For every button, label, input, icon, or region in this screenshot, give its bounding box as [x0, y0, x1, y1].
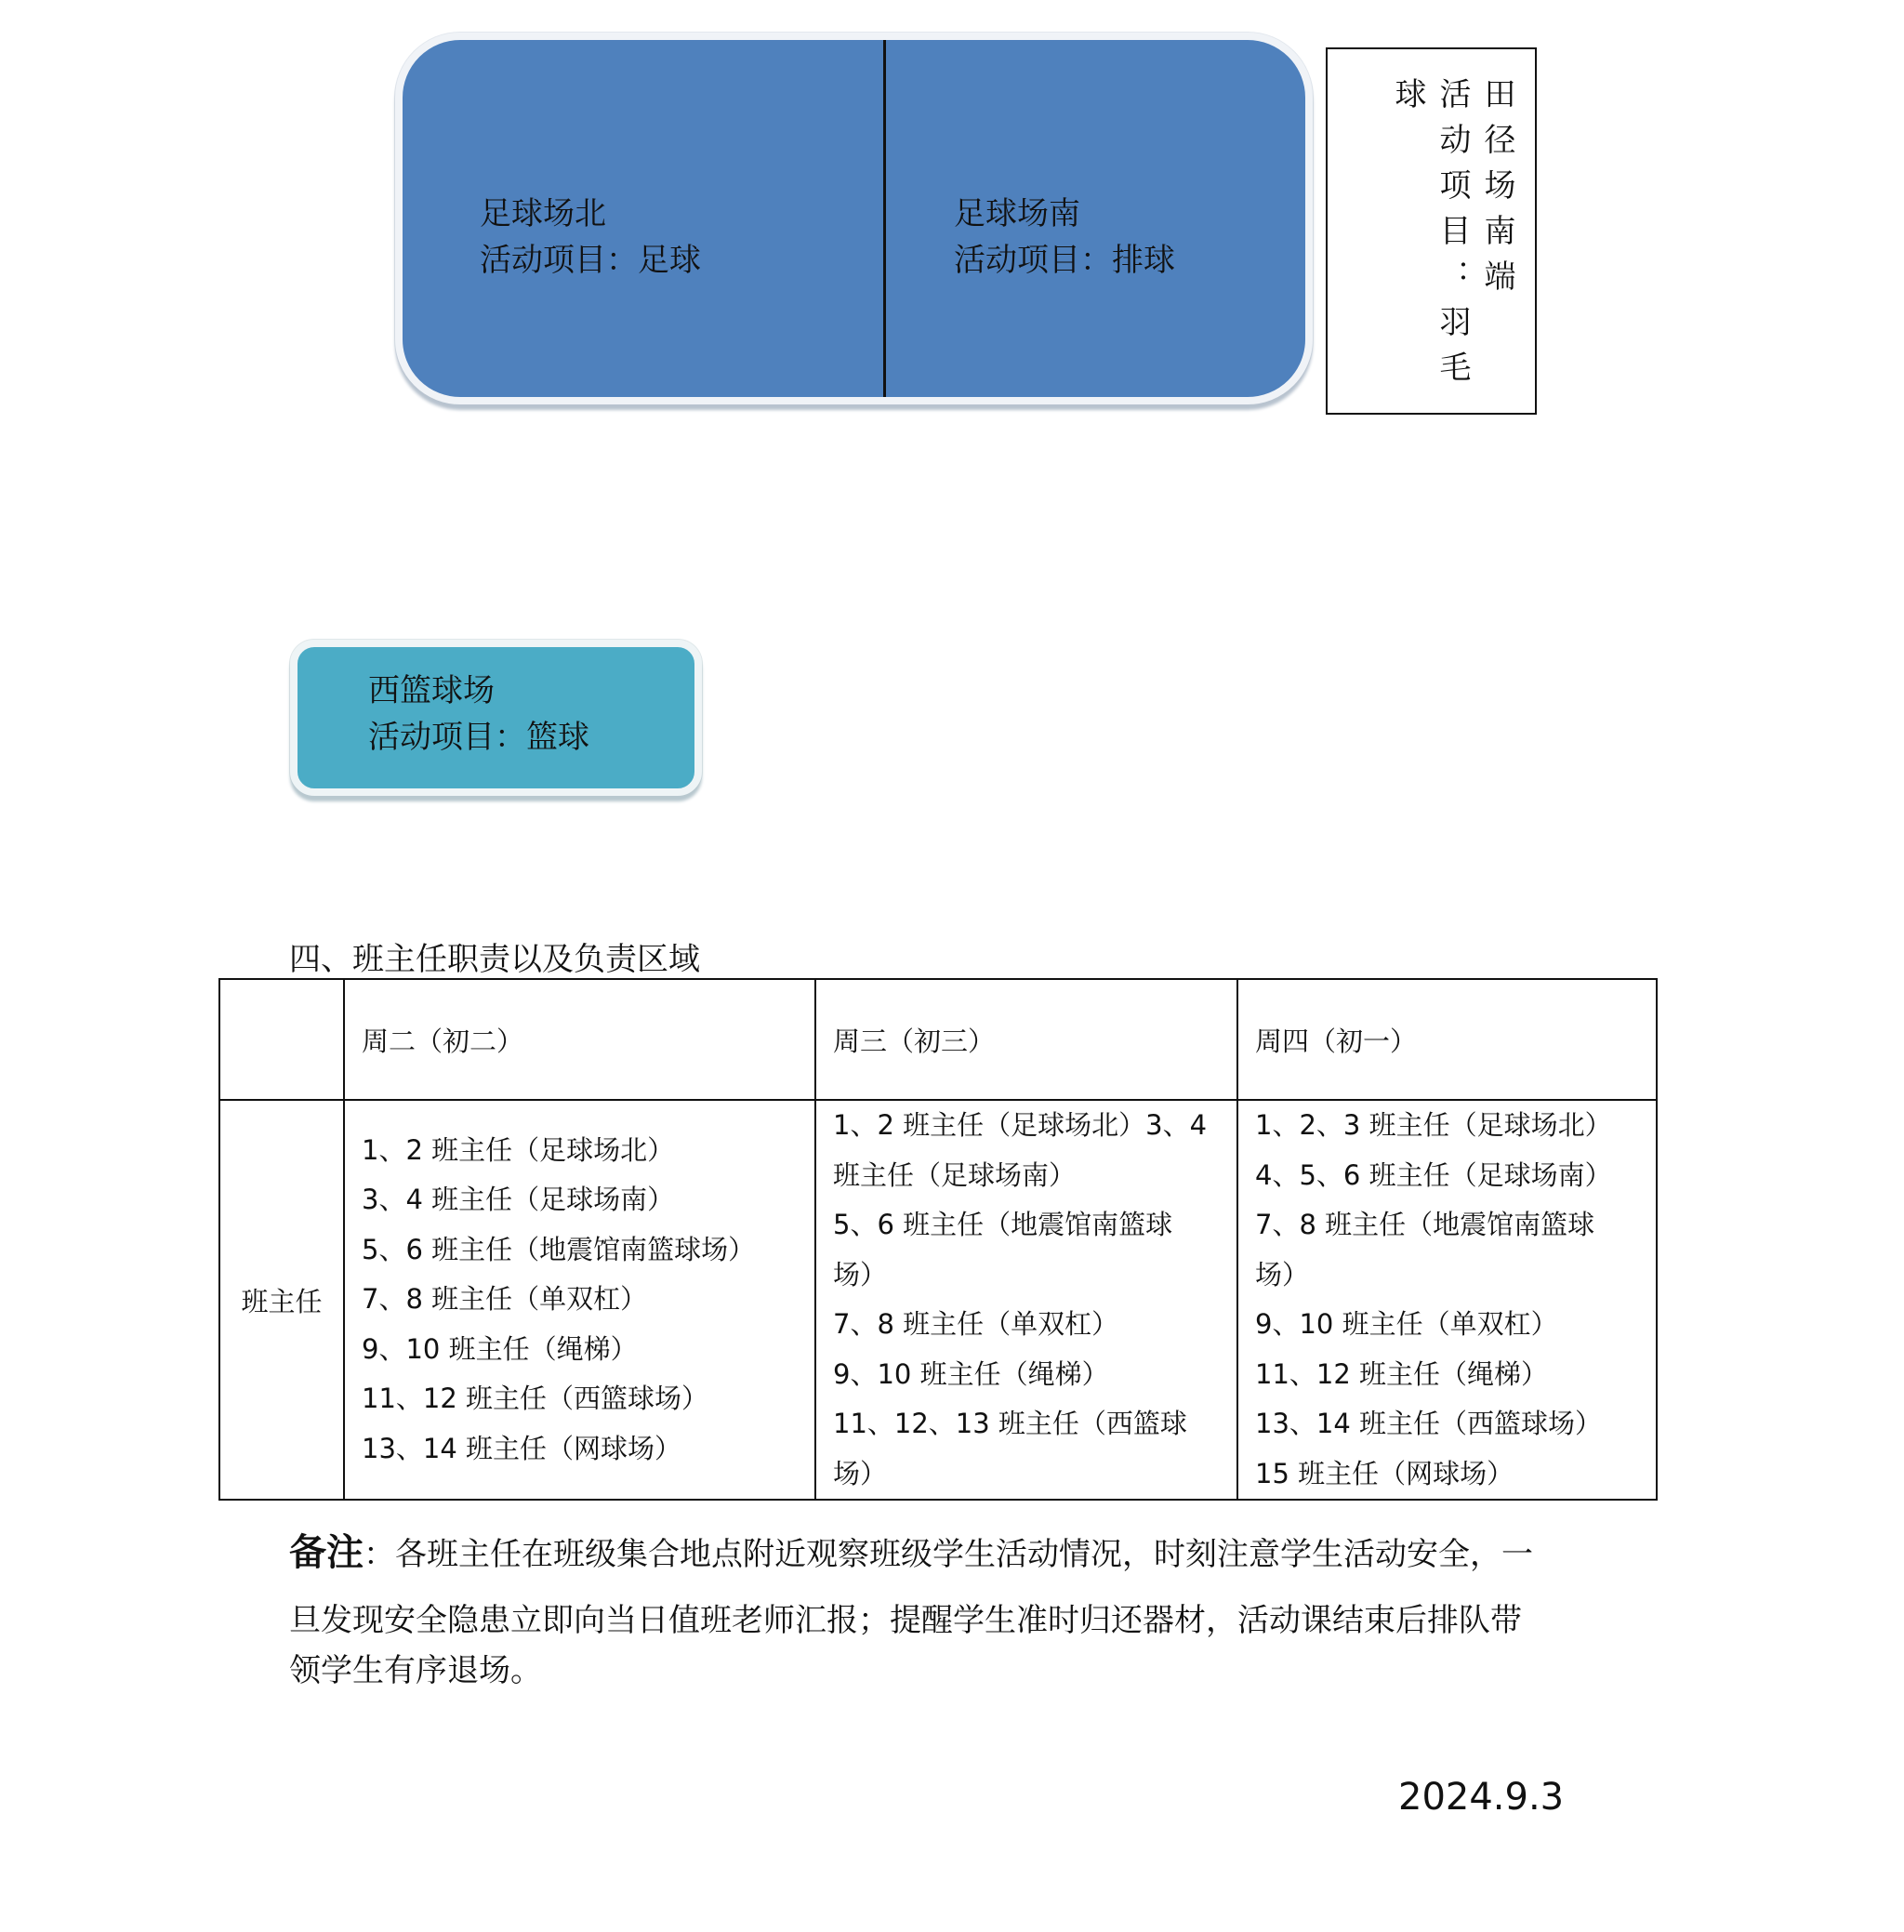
field-north-name: 足球场北 [480, 195, 606, 232]
cell-line: 4、5、6 班主任（足球场南） [1255, 1158, 1612, 1191]
track-south-col-2: 活动项目：羽毛 [1434, 77, 1471, 396]
section-heading: 四、班主任职责以及负责区域 [289, 941, 700, 978]
field-north-label [480, 191, 701, 284]
cell-line: 7、8 班主任（单双杠） [362, 1283, 648, 1316]
table-cell-wednesday [815, 1100, 1237, 1500]
cell-line: 7、8 班主任（地震馆南篮球 [1255, 1209, 1595, 1240]
field-south-activity: 活动项目：排球 [954, 242, 1175, 279]
west-basketball-court-shape [290, 640, 702, 796]
table-cell-thursday [1237, 1100, 1657, 1500]
document-date: 2024.9.3 [1398, 1776, 1565, 1819]
cell-line: 11、12、13 班主任（西篮球 [833, 1408, 1187, 1439]
note-text-1: ：各班主任在班级集合地点附近观察班级学生活动情况，时刻注意学生活动安全，一 [364, 1536, 1533, 1573]
table-cell-tuesday [344, 1100, 815, 1500]
cell-line: 15 班主任（网球场） [1255, 1457, 1514, 1489]
cell-line: 5、6 班主任（地震馆南篮球 [833, 1209, 1173, 1240]
duty-table [218, 978, 1658, 1501]
table-header-cell: 周四（初一） [1237, 979, 1657, 1100]
note-line-2: 旦发现安全隐患立即向当日值班老师汇报；提醒学生准时归还器材，活动课结束后排队带 [289, 1602, 1522, 1639]
cell-line: 班主任（足球场南） [833, 1158, 1077, 1191]
track-south-col-3: 球 [1389, 77, 1426, 123]
field-south-label [954, 191, 1175, 284]
cell-line: 9、10 班主任（绳梯） [362, 1332, 638, 1365]
field-south-name: 足球场南 [954, 195, 1080, 232]
court-west-name: 西篮球场 [368, 672, 495, 709]
note-rest [289, 1595, 1628, 1696]
cell-line: 场） [1255, 1258, 1310, 1290]
cell-line: 13、14 班主任（西篮球场） [1255, 1408, 1603, 1439]
note-line-1 [289, 1525, 1628, 1582]
cell-line: 场） [833, 1457, 888, 1489]
court-west-label [368, 668, 589, 761]
cell-line: 1、2 班主任（足球场北）3、4 [833, 1109, 1208, 1141]
row-label: 班主任 [219, 1100, 344, 1500]
cell-line: 3、4 班主任（足球场南） [362, 1184, 675, 1216]
football-field-shape [395, 33, 1313, 404]
field-north-activity: 活动项目：足球 [480, 242, 701, 279]
cell-line: 9、10 班主任（单双杠） [1255, 1308, 1558, 1340]
note-block [289, 1525, 1628, 1696]
note-line-3: 领学生有序退场。 [289, 1652, 542, 1689]
cell-line: 9、10 班主任（绳梯） [833, 1357, 1109, 1390]
cell-line: 11、12 班主任（西篮球场） [362, 1383, 709, 1415]
track-south-col-1: 田径场南端 [1478, 77, 1515, 305]
cell-line: 7、8 班主任（单双杠） [833, 1308, 1119, 1340]
cell-line: 1、2、3 班主任（足球场北） [1255, 1109, 1612, 1141]
cell-line: 5、6 班主任（地震馆南篮球场） [362, 1233, 756, 1265]
cell-line: 13、14 班主任（网球场） [362, 1432, 682, 1464]
court-west-activity: 活动项目：篮球 [368, 719, 589, 756]
cell-line: 11、12 班主任（绳梯） [1255, 1357, 1549, 1390]
note-title: 备注 [289, 1531, 364, 1574]
table-header-cell: 周二（初二） [344, 979, 815, 1100]
table-header-row [219, 979, 1657, 1100]
cell-line: 场） [833, 1258, 888, 1290]
table-header-cell: 周三（初三） [815, 979, 1237, 1100]
table-row [219, 1100, 1657, 1500]
cell-line: 1、2 班主任（足球场北） [362, 1133, 675, 1166]
table-header-cell [219, 979, 344, 1100]
field-divider-line [883, 40, 886, 397]
track-south-box [1326, 47, 1537, 415]
